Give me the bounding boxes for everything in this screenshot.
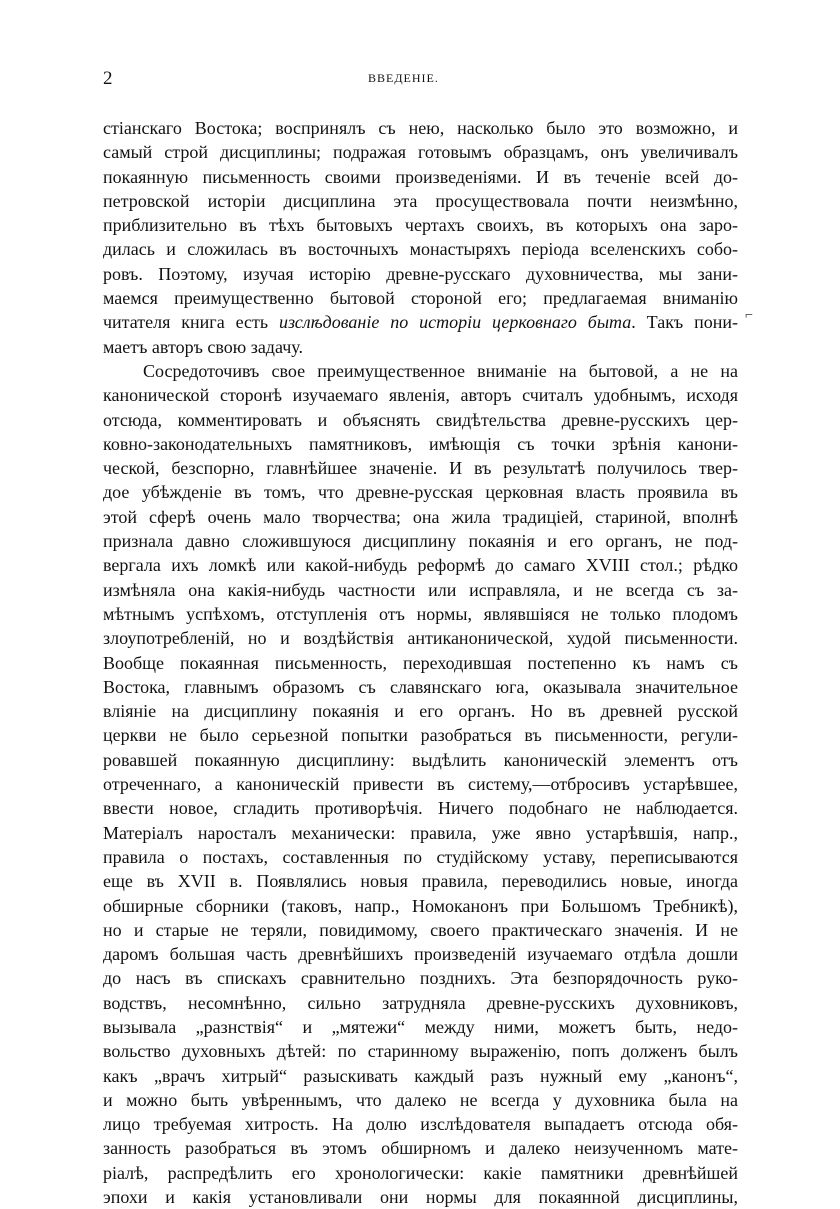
text-line: ческой, безспорно, главнѣйшее значеніе. И въ результатѣ получилось твер- (103, 458, 738, 479)
text-line: признала давно сложившуюся дисциплину покаянія и его органъ, не под- (103, 531, 738, 552)
text-line: правила о постахъ, составленныя по студійскому уставу, переписываются (103, 846, 738, 867)
text-line: Вообще покаянная письменность, переходившая постепенно къ намъ съ (103, 652, 738, 673)
text-line: маемся преимущественно бытовой стороной его; предлагаемая вниманію (103, 288, 738, 309)
text-line: Востока, главнымъ образомъ съ славянскаго юга, оказывала значительное (103, 676, 738, 697)
text-line: измѣняла она какія-нибудь частности или исправляла, и не всегда съ за- (103, 579, 738, 600)
text-line: ровъ. Поэтому, изучая исторію древне-русскаго духовничества, мы зани- (103, 263, 738, 284)
page-number: 2 (103, 68, 113, 89)
text-line: и можно быть увѣреннымъ, что далеко не всегда у духовника была на (103, 1089, 738, 1110)
text-line: дилась и сложилась въ восточныхъ монастыряхъ періода вселенскихъ собо- (103, 239, 738, 260)
text-line (103, 310, 738, 334)
text-line: какъ „врачъ хитрый“ разыскивать каждый разъ нужный ему „канонъ“, (103, 1065, 738, 1086)
text-line: приблизительно въ тѣхъ бытовыхъ чертахъ своихъ, въ которыхъ она заро- (103, 215, 738, 236)
text-line: злоупотребленій, но и воздѣйствія антиканонической, худой письменности. (103, 628, 738, 649)
text-line: ріалѣ, распредѣлить его хронологически: какіе памятники древнѣйшей (103, 1162, 738, 1183)
text-line: до насъ въ спискахъ сравнительно позднихъ. Эта безпорядочность руко- (103, 968, 738, 989)
text-line: мѣтнымъ успѣхомъ, отступленія отъ нормы, являвшіяся не только плодомъ (103, 603, 738, 624)
text-line: дое убѣжденіе въ томъ, что древне-русская церковная власть проявила въ (103, 482, 738, 503)
text-line: канонической сторонѣ изучаемаго явленія, авторъ считалъ удобнымъ, исходя (103, 385, 738, 406)
text-line: стіанскаго Востока; воспринялъ съ нею, насколько было это возможно, и (103, 118, 738, 138)
text-line: ровавшей покаянную дисциплину: выдѣлить каноническій элементъ отъ (103, 749, 738, 770)
text-line: этой сферѣ очень мало творчества; она жила традиціей, стариной, вполнѣ (103, 506, 738, 527)
text-line: самый строй дисциплины; подражая готовымъ образцамъ, онъ увеличивалъ (103, 142, 738, 163)
paragraph-2 (103, 359, 738, 1209)
text-line: эпохи и какія установливали они нормы для покаянной дисциплины, (103, 1187, 738, 1208)
running-head: ВВЕДЕНІЕ. (368, 71, 439, 85)
text-line: отсюда, комментировать и объяснять свидѣтельства древне-русскихъ цер- (103, 409, 738, 430)
text-line: обширные сборники (таковъ, напр., Номоканонъ при Большомъ Требникѣ), (103, 895, 738, 916)
text-line: маетъ авторъ свою задачу. (103, 336, 303, 357)
text-line: ковно-законодательныхъ памятниковъ, имѣющія съ точки зрѣнія канони- (103, 433, 738, 454)
text-line: покаянную письменность своими произведеніями. И въ теченіе всей до- (103, 166, 738, 187)
text-span: . Такъ пони- (631, 312, 739, 333)
text-line: водствъ, несомнѣнно, сильно затрудняла древне-русскихъ духовниковъ, (103, 992, 738, 1013)
text-line: отреченнаго, а каноническій привести въ систему,—отбросивъ устарѣвшее, (103, 774, 738, 795)
text-line: лицо требуемая хитрость. На долю изслѣдователя выпадаетъ отсюда обя- (103, 1114, 738, 1135)
italic-title: изслѣдованіе по исторіи церковнаго быта (278, 312, 632, 333)
margin-mark: ⌐ (745, 308, 753, 323)
text-line: Сосредоточивъ свое преимущественное вниманіе на бытовой, а не на (143, 360, 738, 381)
text-line: Матеріалъ наросталъ механически: правила, уже явно устарѣвшія, напр., (103, 822, 738, 843)
text-line: занность разобраться въ этомъ обширномъ и далеко неизученномъ мате- (103, 1138, 738, 1159)
body-text (103, 116, 738, 1209)
text-line: еще въ XVII в. Появлялись новыя правила, переводились новые, иногда (103, 871, 738, 892)
text-line: церкви не было серьезной попытки разобраться въ письменности, регули- (103, 725, 738, 746)
text-line: вызывала „разнствія“ и „мятежи“ между ними, можетъ быть, недо- (103, 1016, 738, 1037)
page-header (103, 68, 738, 92)
text-line: но и старые не теряли, повидимому, своего практическаго значенія. И не (103, 919, 738, 940)
text-line: ввести новое, сгладить противорѣчія. Ничего подобнаго не наблюдается. (103, 798, 738, 819)
text-line: вергала ихъ ломкѣ или какой-нибудь реформѣ до самаго XVIII стол.; рѣдко (103, 555, 738, 576)
text-span: читателя книга есть (103, 312, 279, 333)
paragraph-1 (103, 116, 738, 310)
text-line: даромъ большая часть древнѣйшихъ произведеній изучаемаго отдѣла дошли (103, 944, 738, 965)
text-line: петровской исторіи дисциплина эта просуществовала почти неизмѣнно, (103, 190, 738, 211)
text-line: вольство духовныхъ дѣтей: по старинному выраженію, попъ долженъ былъ (103, 1041, 738, 1062)
text-line: вліяніе на дисциплину покаянія и его органъ. Но въ древней русской (103, 701, 738, 722)
